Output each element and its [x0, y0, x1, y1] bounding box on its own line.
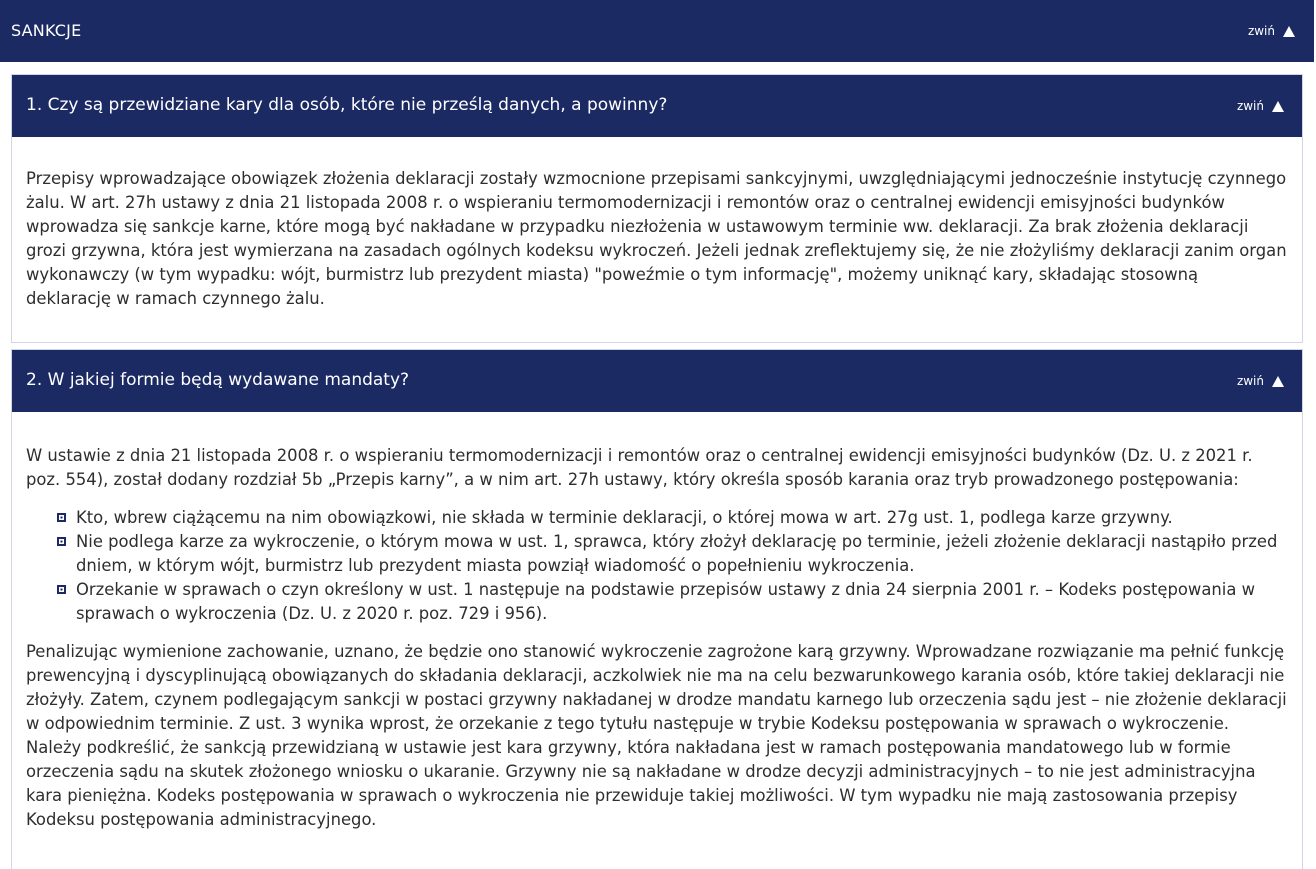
answer-bullet-list: [60, 506, 1288, 626]
section-divider: [0, 62, 1314, 74]
faq-1-collapse-button[interactable]: [1237, 99, 1284, 113]
faq-question-2-title: 2. W jakiej formie będą wydawane mandaty?: [26, 370, 410, 390]
triangle-up-icon: [1283, 26, 1295, 37]
collapse-label: zwiń: [1236, 99, 1264, 113]
list-item-text: Nie podlega karze za wykroczenie, o którym mowa w ust. 1, sprawca, który złożył deklarację po terminie, jeżeli złożenie deklaracji nastąpiło przed dniem, w którym wójt, burmistrz lub prezydent miasta powziął wiadomość o popełnieniu wykroczenia.: [76, 532, 1278, 575]
faq-panel-2-header[interactable]: [12, 350, 1302, 412]
square-bullet-icon: [57, 585, 66, 594]
section-header: [0, 0, 1314, 63]
section-collapse-button[interactable]: [1248, 24, 1295, 38]
faq-answer-2: [12, 412, 1302, 832]
section-title: SANKCJE: [11, 21, 82, 40]
answer-outro: Penalizując wymienione zachowanie, uznano, że będzie ono stanowić wykroczenie zagrożone karą grzywny. Wprowadzane rozwiązanie ma pełnić funkcję prewencyjną i dyscyplinującą obowiązanych do składania deklaracji, aczkolwiek nie ma na celu bezwarunkowego karania osób, które takiej deklaracji nie złożyły. Zatem, czynem podlegającym sankcji w postaci grzywny nakładanej w drodze mandatu karnego lub orzeczenia sądu jest – nie złożenie deklaracji w odpowiednim terminie. Z ust. 3 wynika wprost, że orzekanie z tego tytułu następuje w trybie Kodeksu postępowania w sprawach o wykroczenie. Należy podkreślić, że sankcją przewidzianą w ustawie jest kara grzywny, która nakładana jest w ramach postępowania mandatowego lub w formie orzeczenia sądu na skutek złożonego wniosku o ukaranie. Grzywny nie są nakładane w drodze decyzji administracyjnych – to nie jest administracyjna kara pieniężna. Kodeks postępowania w sprawach o wykroczenia nie przewiduje takiej możliwości. W tym wypadku nie mają zastosowania przepisy Kodeksu postępowania administracyjnego.: [26, 642, 1287, 829]
list-item-text: Kto, wbrew ciążącemu na nim obowiązkowi, nie składa w terminie deklaracji, o której mowa w art. 27g ust. 1, podlega karze grzywny.: [76, 508, 1173, 527]
triangle-up-icon: [1272, 101, 1284, 112]
list-item: [60, 530, 1288, 578]
collapse-label: zwiń: [1247, 24, 1275, 38]
list-item: [60, 578, 1288, 626]
collapse-label: zwiń: [1236, 374, 1264, 388]
answer-intro: W ustawie z dnia 21 listopada 2008 r. o wspieraniu termomodernizacji i remontów oraz o centralnej ewidencji emisyjności budynków (Dz. U. z 2021 r. poz. 554), został dodany rozdział 5b „Przepis karny”, a w nim art. 27h ustawy, który określa sposób karania oraz tryb prowadzonego postępowania:: [26, 446, 1253, 489]
faq-panel-1-header[interactable]: [12, 75, 1302, 137]
faq-panel-2: [11, 349, 1303, 869]
faq-2-collapse-button[interactable]: [1237, 374, 1284, 388]
faq-answer-1: [12, 137, 1302, 311]
list-item: [60, 506, 1288, 530]
triangle-up-icon: [1272, 376, 1284, 387]
faq-panel-1: [11, 74, 1303, 343]
answer-paragraph: Przepisy wprowadzające obowiązek złożenia deklaracji zostały wzmocnione przepisami sankcyjnymi, uwzględniającymi jednocześnie instytucję czynnego żalu. W art. 27h ustawy z dnia 21 listopada 2008 r. o wspieraniu termomodernizacji i remontów oraz o centralnej ewidencji emisyjności budynków wprowadza się sankcje karne, które mogą być nakładane w przypadku niezłożenia w ustawowym terminie ww. deklaracji. Za brak złożenia deklaracji grozi grzywna, która jest wymierzana na zasadach ogólnych kodeksu wykroczeń. Jeżeli jednak zreflektujemy się, że nie złożyliśmy deklaracji zanim organ wykonawczy (w tym wypadku: wójt, burmistrz lub prezydent miasta) "poweźmie o tym informację", możemy uniknąć kary, składając stosowną deklarację w ramach czynnego żalu.: [26, 169, 1287, 308]
square-bullet-icon: [57, 513, 66, 522]
square-bullet-icon: [57, 537, 66, 546]
list-item-text: Orzekanie w sprawach o czyn określony w ust. 1 następuje na podstawie przepisów ustawy z dnia 24 sierpnia 2001 r. – Kodeks postępowania w sprawach o wykroczenia (Dz. U. z 2020 r. poz. 729 i 956).: [76, 580, 1255, 623]
faq-question-1-title: 1. Czy są przewidziane kary dla osób, które nie prześlą danych, a powinny?: [26, 95, 668, 115]
